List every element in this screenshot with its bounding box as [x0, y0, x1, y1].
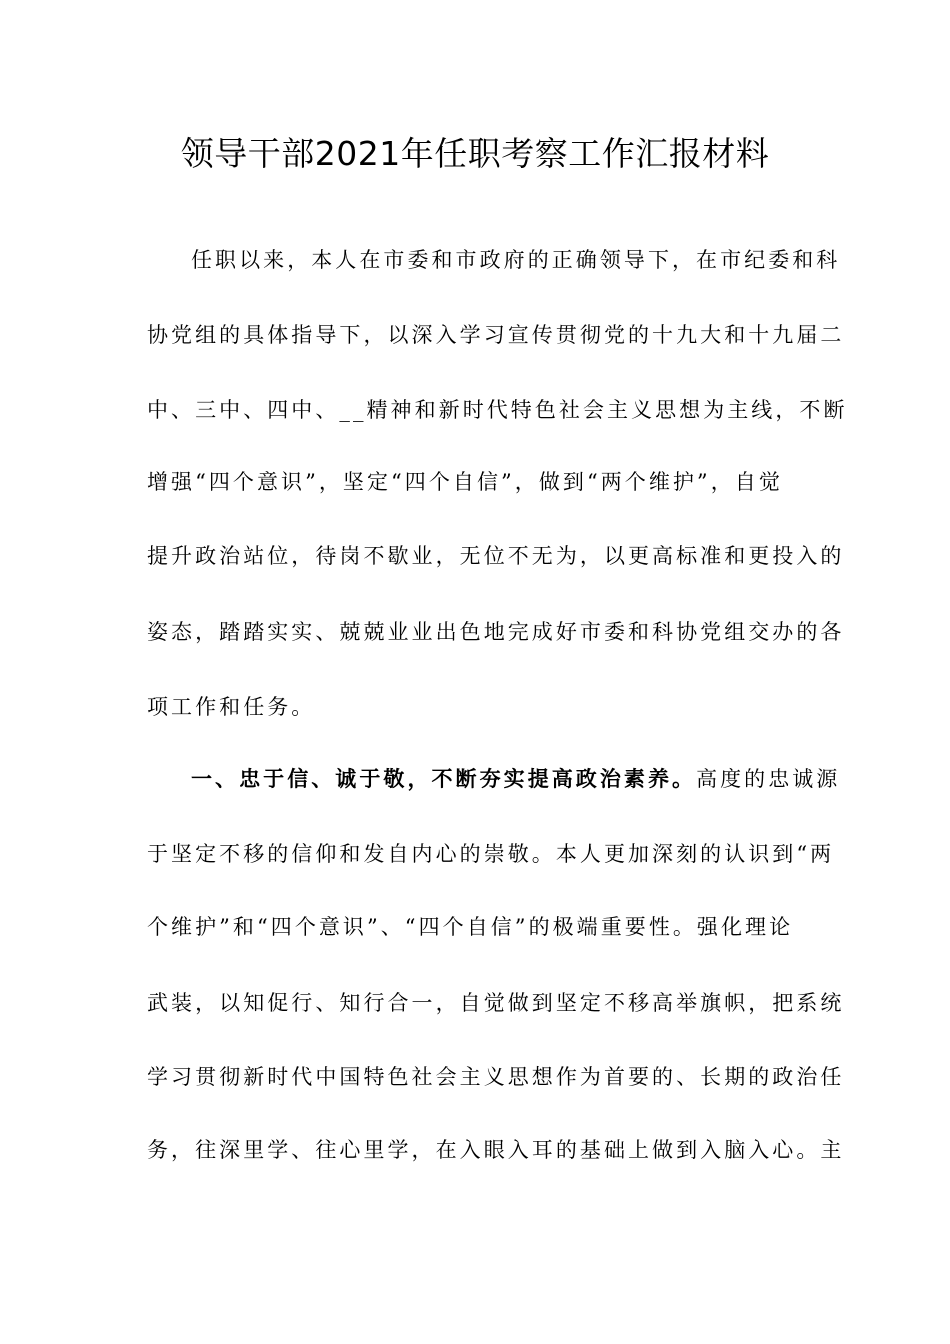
paragraph-line: 于坚定不移的信仰和发自内心的崇敬。本人更加深刻的认识到“两: [147, 842, 835, 866]
paragraph-line: 武装，以知促行、知行合一，自觉做到坚定不移高举旗帜，把系统: [147, 991, 845, 1015]
paragraph-line: 个维护”和“四个意识”、“四个自信”的极端重要性。强化理论: [147, 915, 794, 939]
paragraph-line: 学习贯彻新时代中国特色社会主义思想作为首要的、长期的政治任: [147, 1065, 845, 1089]
document-title: 领导干部2021年任职考察工作汇报材料: [180, 134, 770, 173]
paragraph-line: 增强“四个意识”，坚定“四个自信”，做到“两个维护”，自觉: [147, 470, 783, 494]
paragraph-line: 姿态，踏踏实实、兢兢业业出色地完成好市委和科协党组交办的各: [147, 620, 845, 644]
paragraph-line: 项工作和任务。: [147, 695, 316, 719]
paragraph-line: 务，往深里学、往心里学，在入眼入耳的基础上做到入脑入心。主: [147, 1138, 845, 1162]
paragraph-line: 中、三中、四中、__精神和新时代特色社会主义思想为主线，不断: [147, 398, 848, 422]
paragraph-line: [191, 764, 841, 794]
paragraph-line: 任职以来，本人在市委和市政府的正确领导下，在市纪委和科: [191, 248, 841, 272]
section-heading-continuation: 高度的忠诚源: [696, 767, 841, 791]
paragraph-line: 协党组的具体指导下，以深入学习宣传贯彻党的十九大和十九届二: [147, 323, 845, 347]
paragraph-line: 提升政治站位，待岗不歇业，无位不无为，以更高标准和更投入的: [147, 544, 845, 568]
section-heading: 一、忠于信、诚于敬，不断夯实提高政治素养。: [191, 766, 697, 791]
